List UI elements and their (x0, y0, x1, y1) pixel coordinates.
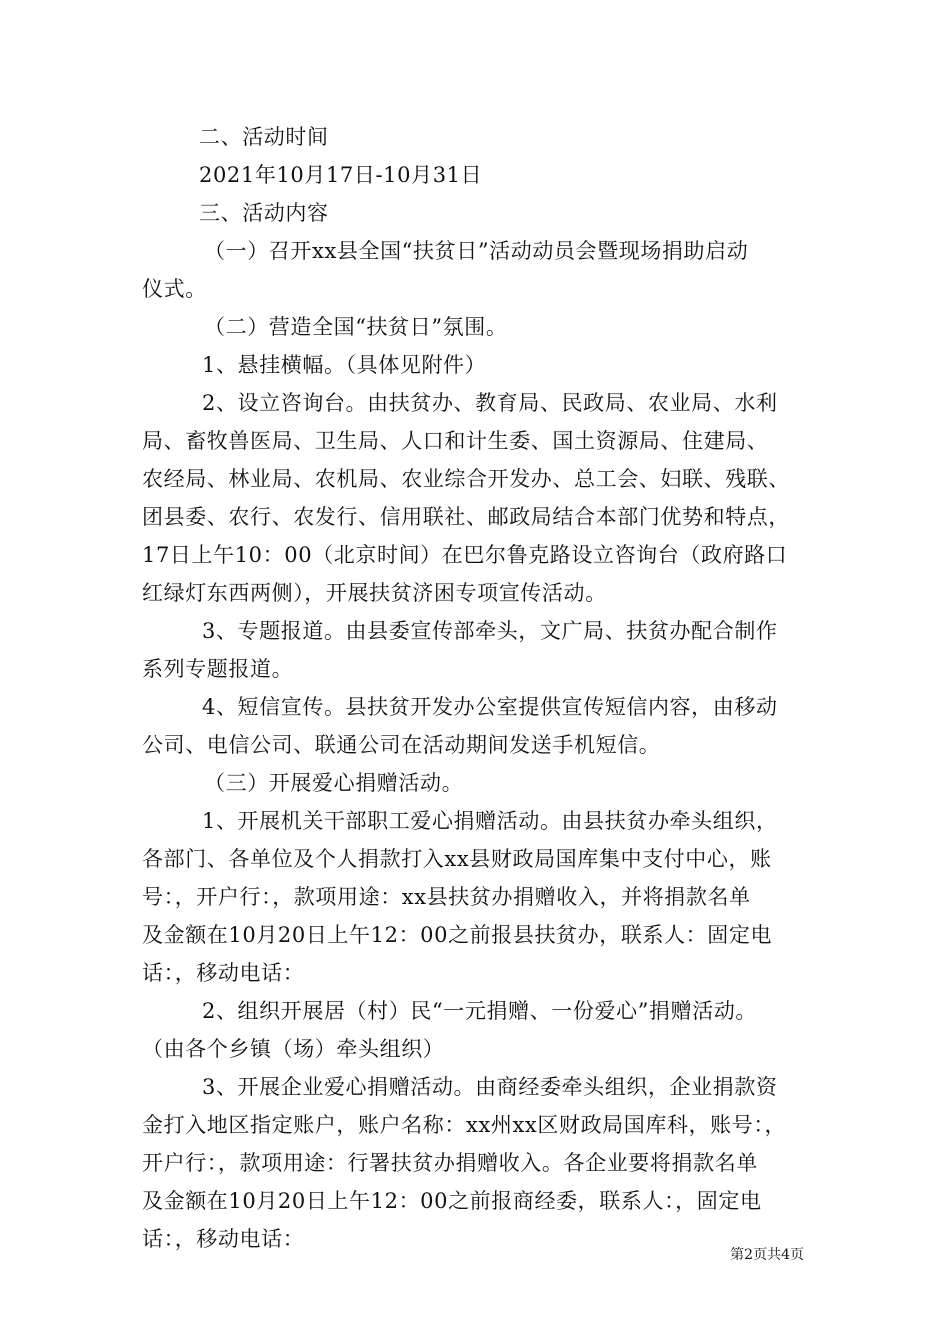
item-staff-donation-line-5: 话：，移动电话： (142, 961, 305, 985)
section-heading-activity-content: 三、活动内容 (199, 201, 329, 225)
item-consult-desk-line-5: 17日上午10：00（北京时间）在巴尔鲁克路设立咨询台（政府路口 (142, 543, 788, 567)
subsection-2-heading: （二）营造全国“扶贫日”氛围。 (204, 315, 508, 339)
item-banner: 1、悬挂横幅。（具体见附件） (202, 353, 487, 377)
item-consult-desk-line-3: 农经局、林业局、农机局、农业综合开发办、总工会、妇联、残联、 (142, 467, 790, 491)
item-sms-line-2: 公司、电信公司、联通公司在活动期间发送手机短信。 (142, 733, 661, 757)
document-body (142, 118, 810, 1258)
item-sms-line-1: 4、短信宣传。县扶贫开发办公室提供宣传短信内容，由移动 (202, 695, 778, 719)
page-number-footer: 第2页共4页 (730, 1247, 804, 1263)
section-heading-activity-time: 二、活动时间 (199, 125, 329, 149)
item-staff-donation-line-1: 1、开展机关干部职工爱心捐赠活动。由县扶贫办牵头组织， (202, 809, 778, 833)
item-enterprise-donation-line-1: 3、开展企业爱心捐赠活动。由商经委牵头组织，企业捐款资 (202, 1075, 778, 1099)
item-consult-desk-line-4: 团县委、农行、农发行、信用联社、邮政局结合本部门优势和特点， (142, 505, 790, 529)
item-special-report-line-1: 3、专题报道。由县委宣传部牵头，文广局、扶贫办配合制作 (202, 619, 778, 643)
item-enterprise-donation-line-3: 开户行：，款项用途：行署扶贫办捐赠收入。各企业要将捐款名单 (142, 1151, 758, 1175)
item-enterprise-donation-line-5: 话：，移动电话： (142, 1227, 305, 1251)
item-enterprise-donation-line-4: 及金额在10月20日上午12：00之前报商经委，联系人：，固定电 (142, 1189, 762, 1213)
item-enterprise-donation-line-2: 金打入地区指定账户，账户名称：xx州xx区财政局国库科，账号：， (142, 1113, 787, 1137)
item-consult-desk-line-1: 2、设立咨询台。由扶贫办、教育局、民政局、农业局、水利 (202, 391, 778, 415)
item-special-report-line-2: 系列专题报道。 (142, 657, 294, 681)
subsection-3-heading: （三）开展爱心捐赠活动。 (204, 771, 464, 795)
subsection-1-line-2: 仪式。 (142, 277, 207, 301)
item-consult-desk-line-2: 局、畜牧兽医局、卫生局、人口和计生委、国土资源局、住建局、 (142, 429, 769, 453)
activity-date-range: 2021年10月17日-10月31日 (199, 163, 483, 187)
item-staff-donation-line-4: 及金额在10月20日上午12：00之前报县扶贫办，联系人：固定电 (142, 923, 773, 947)
item-consult-desk-line-6: 红绿灯东西两侧），开展扶贫济困专项宣传活动。 (142, 581, 607, 605)
item-staff-donation-line-2: 各部门、各单位及个人捐款打入xx县财政局国库集中支付中心，账 (142, 847, 772, 871)
subsection-1-line-1: （一）召开xx县全国“扶贫日”活动动员会暨现场捐助启动 (204, 239, 749, 263)
item-resident-donation-line-1: 2、组织开展居（村）民“一元捐赠、一份爱心”捐赠活动。 (202, 999, 758, 1023)
item-staff-donation-line-3: 号：，开户行：，款项用途：xx县扶贫办捐赠收入，并将捐款名单 (142, 885, 751, 909)
item-resident-donation-line-2: （由各个乡镇（场）牵头组织） (142, 1037, 445, 1061)
